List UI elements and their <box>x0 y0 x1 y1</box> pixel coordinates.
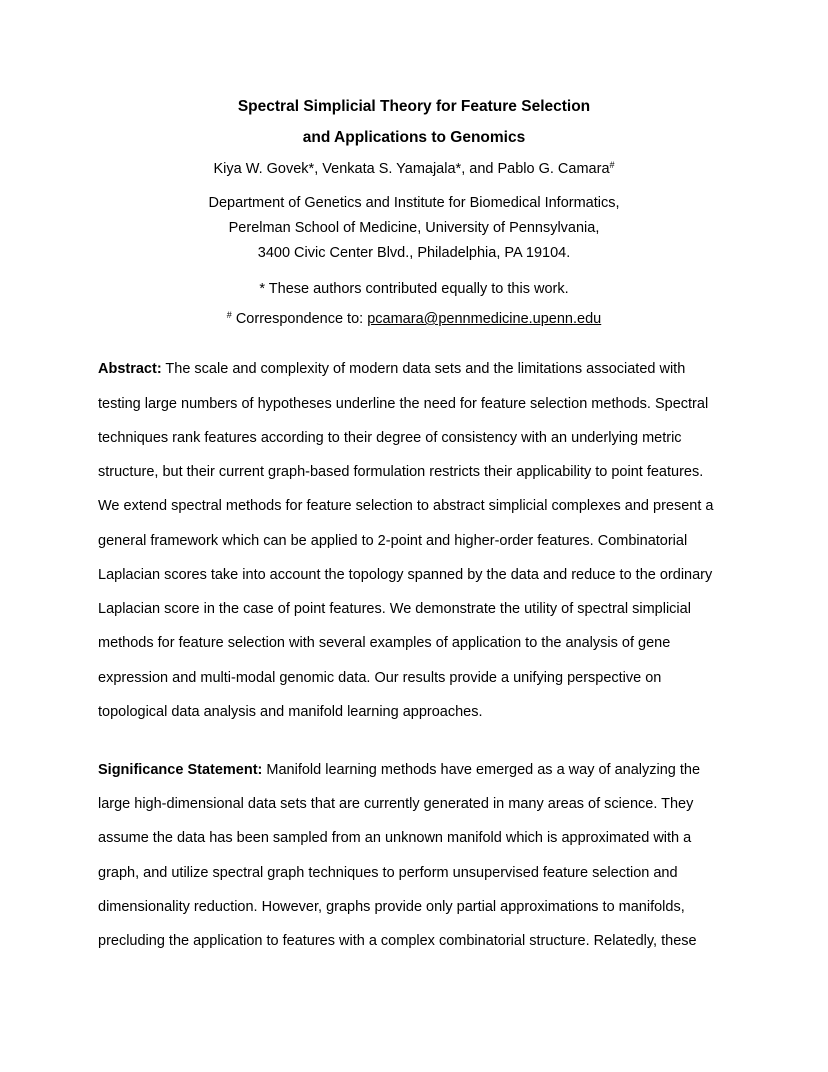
abstract-label: Abstract: <box>98 361 162 377</box>
affiliation-line-3: 3400 Civic Center Blvd., Philadelphia, PA 19104. <box>257 245 571 261</box>
affiliation-line-2: Perelman School of Medicine, University of Pennsylvania, <box>228 220 600 236</box>
correspondence-label: Correspondence to: <box>231 311 368 327</box>
paper-title-line-2: and Applications to Genomics <box>302 129 526 146</box>
abstract-line: testing large numbers of hypotheses underline the need for feature selection methods. Spectral <box>98 396 709 412</box>
equal-contribution-note: * These authors contributed equally to this work. <box>259 281 569 297</box>
author-1: Kiya W. Govek <box>213 161 309 177</box>
significance-line: graph, and utilize spectral graph techniques to perform unsupervised feature selection and <box>98 865 678 881</box>
significance-label: Significance Statement: <box>98 762 263 778</box>
abstract-line: structure, but their current graph-based formulation restricts their applicability to point features. <box>98 464 704 480</box>
abstract-line: Abstract: The scale and complexity of modern data sets and the limitations associated with <box>98 361 686 377</box>
abstract-line: techniques rank features according to their degree of consistency with an underlying metric <box>98 430 682 446</box>
correspondence-note <box>0 311 828 327</box>
abstract-line: Laplacian scores take into account the topology spanned by the data and reduce to the ordinary <box>98 567 713 583</box>
author-2-mark: * <box>455 161 462 177</box>
author-3-mark: # <box>609 160 615 170</box>
abstract-line: topological data analysis and manifold learning approaches. <box>98 704 483 720</box>
author-list <box>0 161 828 177</box>
author-2: , Venkata S. Yamajala <box>314 161 456 177</box>
abstract-line: methods for feature selection with several examples of application to the analysis of gene <box>98 635 671 651</box>
author-3: , and Pablo G. Camara <box>461 161 610 177</box>
abstract-line: expression and multi-modal genomic data. Our results provide a unifying perspective on <box>98 670 662 686</box>
paper-title-line-1: Spectral Simplicial Theory for Feature Selection <box>237 98 591 115</box>
abstract-line: We extend spectral methods for feature selection to abstract simplicial complexes and present a <box>98 498 714 514</box>
abstract-line: general framework which can be applied to 2-point and higher-order features. Combinatorial <box>98 533 688 549</box>
significance-line: large high-dimensional data sets that are currently generated in many areas of science. They <box>98 796 694 812</box>
affiliation-line-1: Department of Genetics and Institute for Biomedical Informatics, <box>208 195 620 211</box>
correspondence-mark: # <box>226 310 232 320</box>
significance-line: precluding the application to features with a complex combinatorial structure. Relatedly, these <box>98 933 697 949</box>
abstract-line: Laplacian score in the case of point features. We demonstrate the utility of spectral simplicial <box>98 601 691 617</box>
significance-line: assume the data has been sampled from an unknown manifold which is approximated with a <box>98 830 692 846</box>
significance-line: dimensionality reduction. However, graphs provide only partial approximations to manifolds, <box>98 899 685 915</box>
author-1-mark: * <box>308 161 315 177</box>
significance-line: Significance Statement: Manifold learning methods have emerged as a way of analyzing the <box>98 762 701 778</box>
correspondence-email-link[interactable]: pcamara@pennmedicine.upenn.edu <box>367 311 602 327</box>
